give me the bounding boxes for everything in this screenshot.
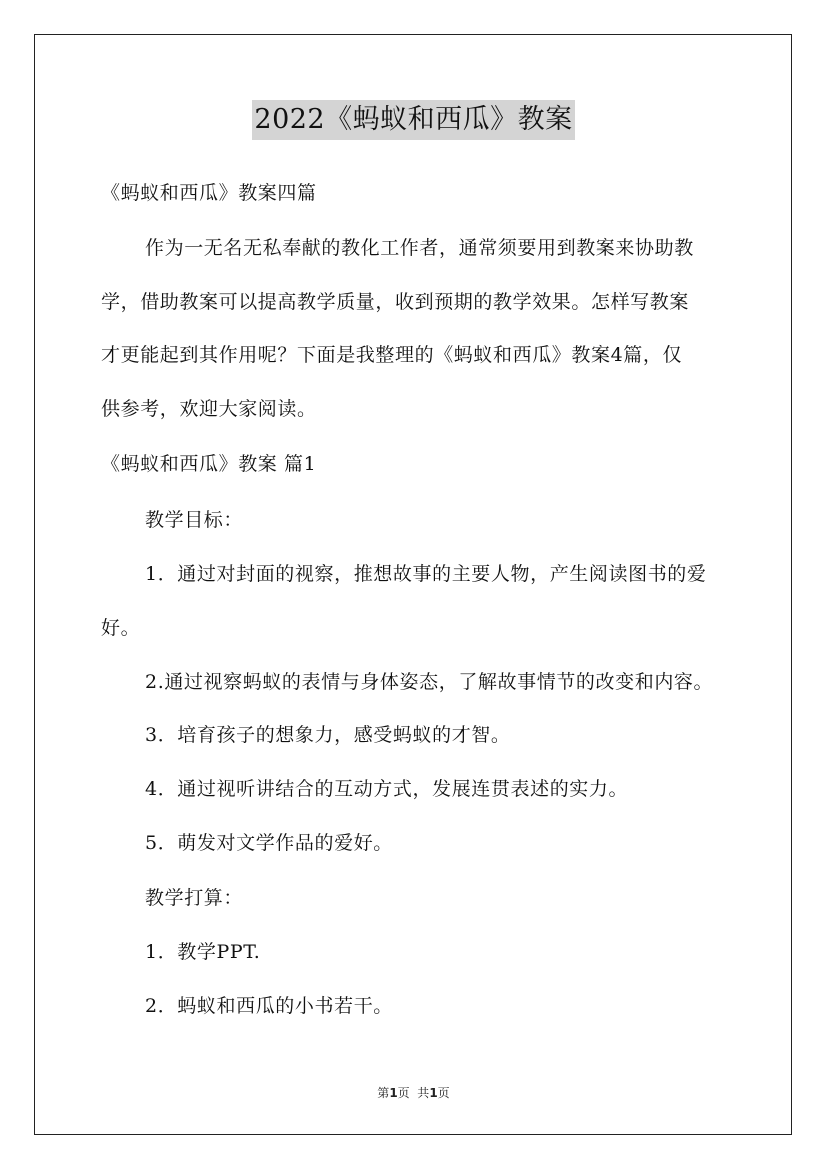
footer-total-pages: 1 [429,1086,438,1100]
footer-page-prefix: 第 [377,1086,390,1100]
intro-line-4: 供参考，欢迎大家阅读。 [101,398,317,420]
page-footer [0,1084,827,1101]
intro-line-3: 才更能起到其作用呢？下面是我整理的《蚂蚁和西瓜》教案4篇，仅 [101,344,683,366]
footer-page-number: 1 [389,1086,398,1100]
intro-line-1: 作为一无名无私奉献的教化工作者，通常须要用到教案来协助教 [145,237,694,259]
goal-1-line-2: 好。 [101,617,141,639]
prep-item-2: 2．蚂蚁和西瓜的小书若干。 [145,995,393,1017]
goal-5: 5．萌发对文学作品的爱好。 [145,832,393,854]
document-subtitle: 《蚂蚁和西瓜》教案四篇 [101,182,317,204]
goal-4: 4．通过视听讲结合的互动方式，发展连贯表述的实力。 [145,778,629,800]
footer-page-mid: 页 共 [397,1086,430,1100]
footer-page-suffix: 页 [437,1086,450,1100]
prep-heading: 教学打算： [145,887,244,909]
goals-heading: 教学目标： [145,509,244,531]
prep-item-1: 1．教学PPT. [145,941,261,963]
goal-1-line-1: 1．通过对封面的视察，推想故事的主要人物，产生阅读图书的爱 [145,563,707,585]
title-container [0,100,827,140]
goal-3: 3．培育孩子的想象力，感受蚂蚁的才智。 [145,724,511,746]
section-heading: 《蚂蚁和西瓜》教案 篇1 [101,453,317,475]
goal-2: 2.通过视察蚂蚁的表情与身体姿态，了解故事情节的改变和内容。 [145,671,714,693]
intro-line-2: 学，借助教案可以提高教学质量，收到预期的教学效果。怎样写教案 [101,291,690,313]
document-title: 2022《蚂蚁和西瓜》教案 [252,100,574,140]
